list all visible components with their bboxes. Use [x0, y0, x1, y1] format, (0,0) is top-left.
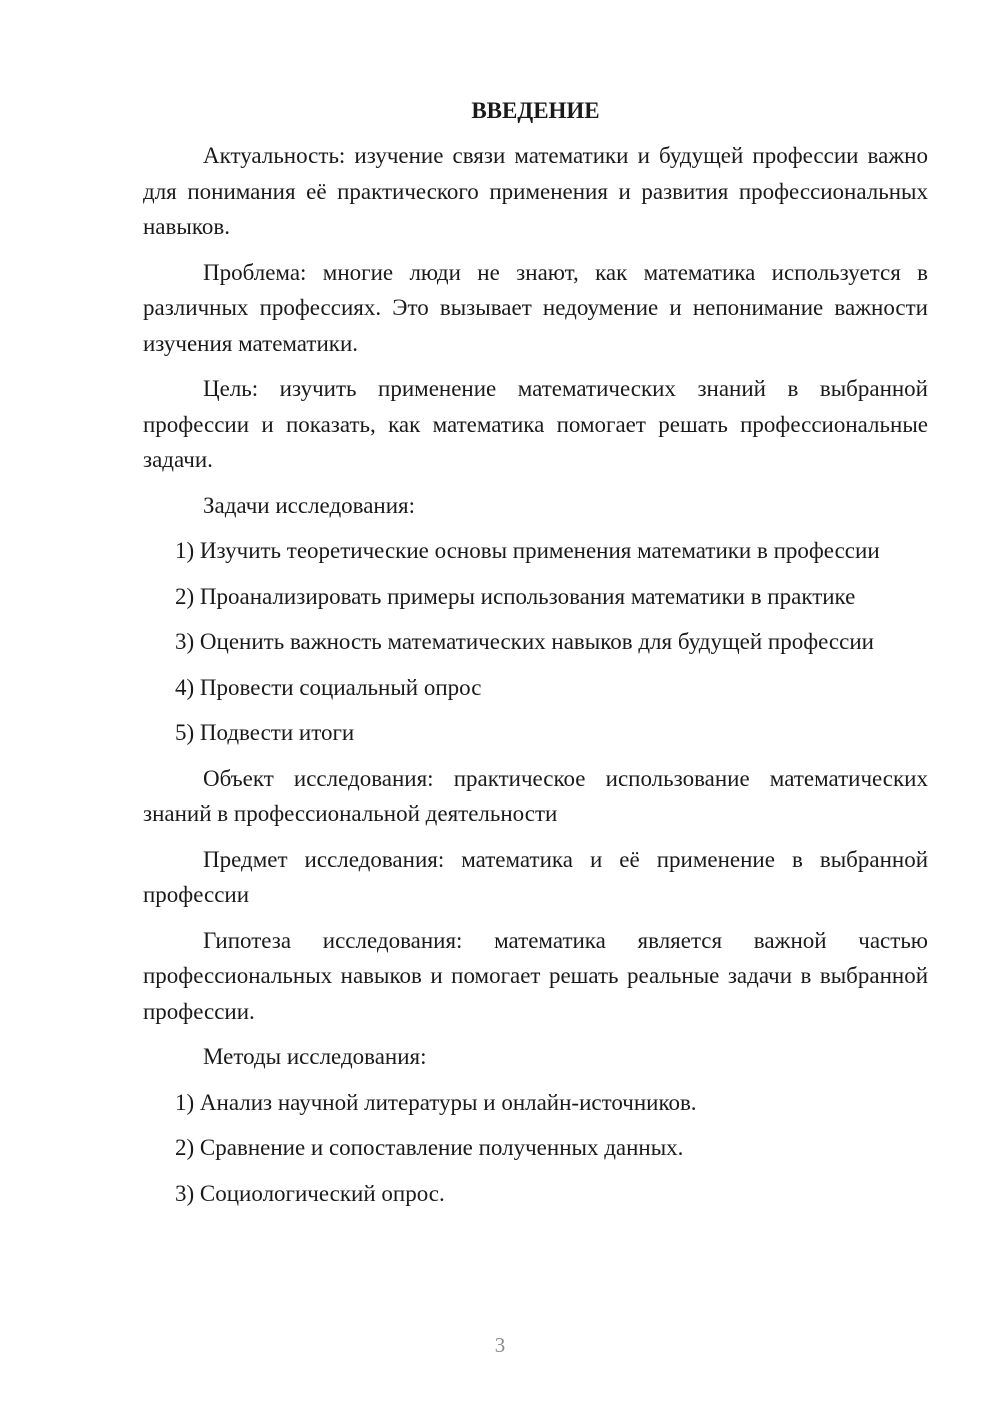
hypothesis-paragraph: Гипотеза исследования: математика является важной частью профессиональных навыков и помогает решать реальные задачи в выбранной профессии.: [143, 927, 928, 1024]
document-body: [143, 93, 928, 1221]
tasks-list: [143, 533, 928, 751]
goal-paragraph: Цель: изучить применение математических знаний в выбранной профессии и показать, как математика помогает решать профессиональные задачи.: [143, 376, 928, 472]
tasks-heading: Задачи исследования:: [203, 492, 416, 518]
list-item: 1) Изучить теоретические основы применения математики в профессии: [175, 538, 880, 563]
methods-heading: Методы исследования:: [203, 1044, 427, 1069]
methods-list: [143, 1085, 928, 1212]
list-item: 2) Сравнение и сопоставление полученных данных.: [175, 1135, 684, 1160]
list-item: 2) Проанализировать примеры использования математики в практике: [175, 583, 856, 609]
problem-paragraph: Проблема: многие люди не знают, как математика используется в различных профессиях. Это вызывает недоумение и непонимание важности изучения математики.: [143, 259, 928, 356]
relevance-paragraph: Актуальность: изучение связи математики и будущей профессии важно для понимания её практического применения и развития профессиональных навыков.: [143, 143, 928, 239]
object-paragraph: Объект исследования: практическое использование математических знаний в профессиональной деятельности: [143, 765, 928, 826]
page-number: 3: [494, 1333, 506, 1357]
section-title: ВВЕДЕНИЕ: [471, 98, 600, 123]
list-item: 5) Подвести итоги: [175, 720, 355, 745]
list-item: 3) Оценить важность математических навыков для будущей профессии: [175, 629, 874, 654]
list-item: 1) Анализ научной литературы и онлайн-источников.: [175, 1089, 697, 1115]
list-item: 4) Провести социальный опрос: [175, 674, 482, 700]
subject-paragraph: Предмет исследования: математика и её применение в выбранной профессии: [143, 846, 928, 907]
list-item: 3) Социологический опрос.: [175, 1180, 445, 1206]
